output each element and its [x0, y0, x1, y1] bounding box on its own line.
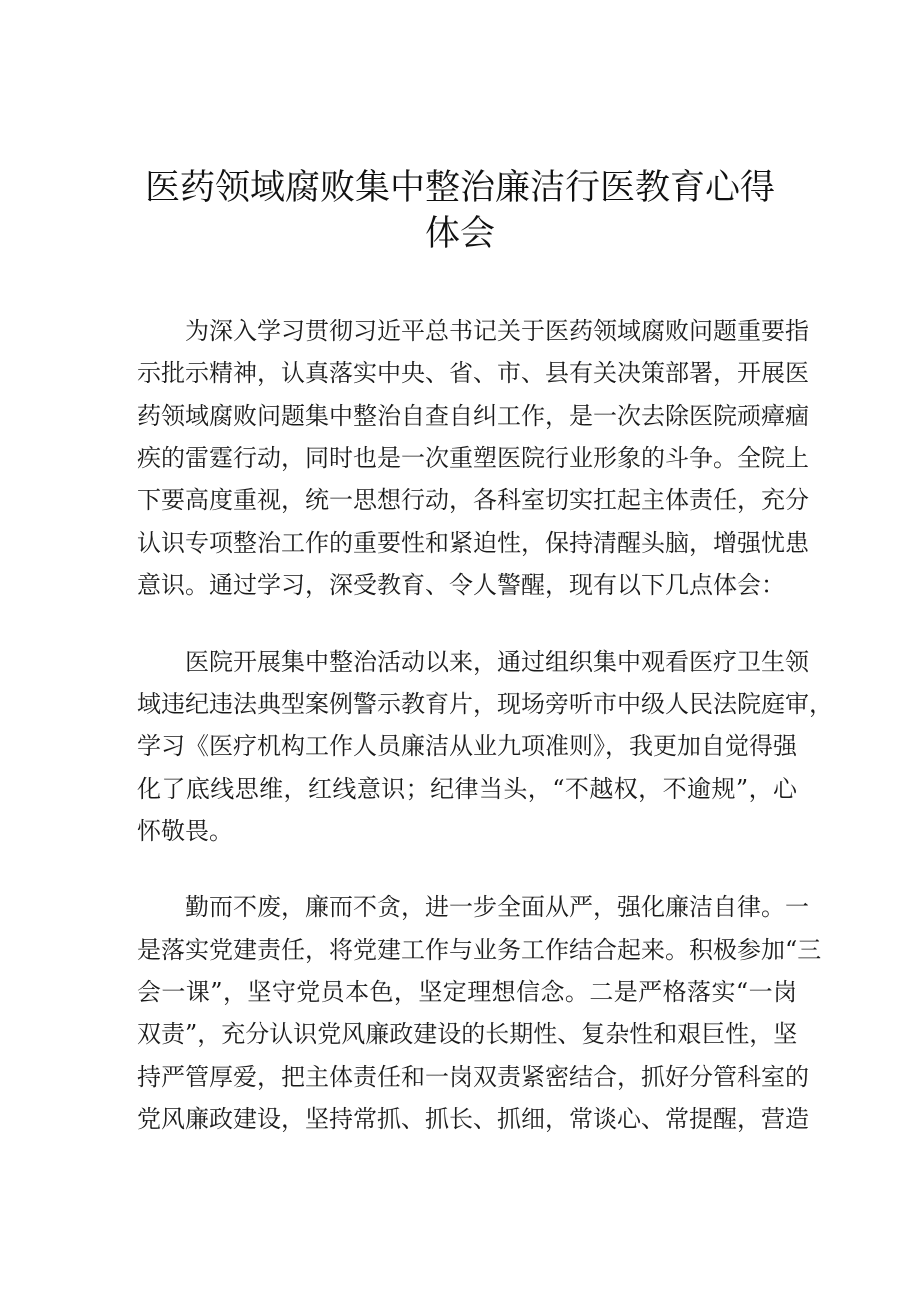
paragraph-3-line-4: 双责”，充分认识党风廉政建设的长期性、复杂性和艰巨性，坚 — [137, 1020, 798, 1048]
paragraph-3-line-1: 勤而不废，廉而不贪，进一步全面从严，强化廉洁自律。一 — [185, 893, 809, 921]
document-title-line-1: 医药领域腐败集中整治廉洁行医教育心得 — [144, 168, 775, 208]
paragraph-3-line-6: 党风廉政建设，坚持常抓、抓长、抓细，常谈心、常提醒，营造 — [137, 1105, 809, 1133]
paragraph-1-line-5: 下要高度重视，统一思想行动，各科室切实扛起主体责任，充分 — [137, 486, 809, 514]
paragraph-1-line-3: 药领域腐败问题集中整治自查自纠工作，是一次去除医院顽瘴痼 — [137, 402, 809, 430]
paragraph-1-line-1: 为深入学习贯彻习近平总书记关于医药领域腐败问题重要指 — [185, 317, 809, 345]
paragraph-1-line-2: 示批示精神，认真落实中央、省、市、县有关决策部署，开展医 — [137, 359, 809, 387]
paragraph-2-line-2: 域违纪违法典型案例警示教育片，现场旁听市中级人民法院庭审， — [137, 690, 833, 718]
document-title-line-2: 体会 — [424, 214, 495, 254]
paragraph-3-line-3: 会一课”，坚守党员本色，坚定理想信念。二是严格落实“一岗 — [137, 978, 797, 1006]
paragraph-2-line-4: 化了底线思维，红线意识；纪律当头，“不越权，不逾规”，心 — [137, 775, 797, 803]
paragraph-3-line-2: 是落实党建责任，将党建工作与业务工作结合起来。积极参加“三 — [137, 936, 822, 964]
paragraph-2-line-1: 医院开展集中整治活动以来，通过组织集中观看医疗卫生领 — [185, 648, 809, 676]
paragraph-1-line-4: 疾的雷霆行动，同时也是一次重塑医院行业形象的斗争。全院上 — [137, 444, 809, 472]
paragraph-1-line-7: 意识。通过学习，深受教育、令人警醒，现有以下几点体会： — [137, 571, 785, 599]
paragraph-1-line-6: 认识专项整治工作的重要性和紧迫性，保持清醒头脑，增强忧患 — [137, 529, 809, 557]
paragraph-2-line-3: 学习《医疗机构工作人员廉洁从业九项准则》，我更加自觉得强 — [137, 732, 797, 760]
paragraph-3-line-5: 持严管厚爱，把主体责任和一岗双责紧密结合，抓好分管科室的 — [137, 1063, 809, 1091]
paragraph-2-line-5: 怀敬畏。 — [137, 817, 233, 845]
